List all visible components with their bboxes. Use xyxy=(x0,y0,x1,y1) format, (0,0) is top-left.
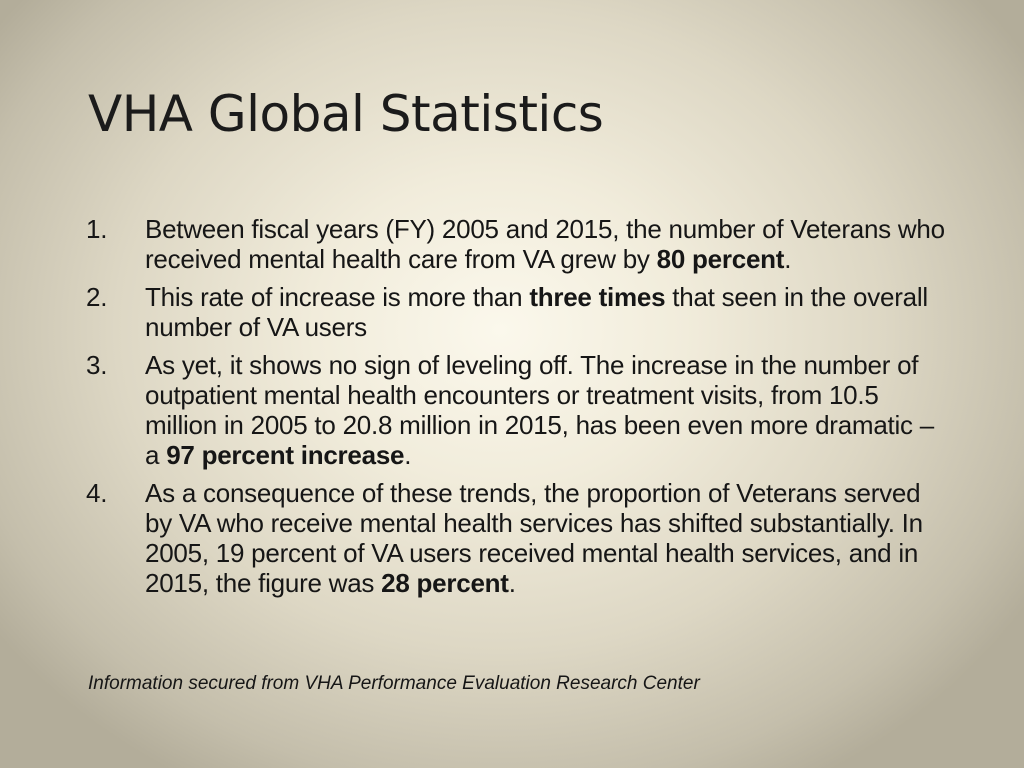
list-item xyxy=(86,478,946,598)
bold-text-segment: 80 percent xyxy=(656,244,785,274)
slide-title: VHA Global Statistics xyxy=(88,85,604,143)
text-segment: As a consequence of these trends, the proportion of Veterans served by VA who receive mental health services has shifted substantially. In 2005, 19 percent of VA users received mental health services, and in 2015, the figure was xyxy=(145,478,923,598)
text-segment: . xyxy=(508,568,516,598)
item-number: 4. xyxy=(86,478,108,508)
text-segment: . xyxy=(404,440,412,470)
item-text xyxy=(145,350,934,470)
item-number: 3. xyxy=(86,350,108,380)
list-item xyxy=(86,214,946,274)
list-item xyxy=(86,282,946,342)
item-text xyxy=(145,214,945,274)
bold-text-segment: 97 percent increase xyxy=(166,440,405,470)
text-segment: As yet, it shows no sign of leveling off. The increase in the number of outpatient mental health encounters or treatment visits, from 10.5 million in 2005 to 20.8 million in 2015, has been even more dramatic – a xyxy=(145,350,934,470)
statistics-list xyxy=(86,214,946,606)
source-note: Information secured from VHA Performance Evaluation Research Center xyxy=(88,673,700,694)
item-number: 1. xyxy=(86,214,108,244)
text-segment: . xyxy=(784,244,792,274)
text-segment: This rate of increase is more than xyxy=(145,282,530,312)
bold-text-segment: three times xyxy=(529,282,666,312)
list-item xyxy=(86,350,946,470)
text-segment: Between fiscal years (FY) 2005 and 2015, the number of Veterans who received mental health care from VA grew by xyxy=(145,214,945,274)
bold-text-segment: 28 percent xyxy=(381,568,509,598)
item-text xyxy=(145,282,928,342)
text-segment: that seen in the overall number of VA users xyxy=(145,282,928,342)
item-text xyxy=(145,478,923,598)
item-number: 2. xyxy=(86,282,108,312)
